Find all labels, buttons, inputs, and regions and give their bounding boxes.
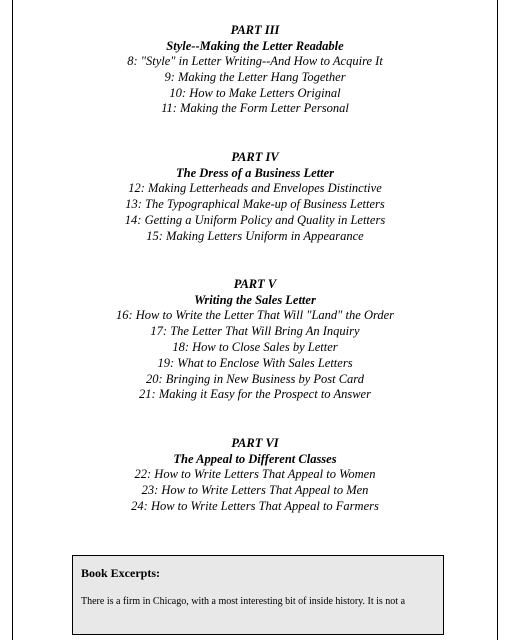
part-subtitle: Writing the Sales Letter — [194, 293, 316, 308]
chapter-entry: 21: Making it Easy for the Prospect to Answer — [139, 387, 371, 402]
part-title: PART V — [233, 277, 277, 292]
part-title: PART IV — [231, 150, 279, 165]
chapter-entry: 18: How to Close Sales by Letter — [172, 339, 338, 354]
part-section — [13, 22, 497, 117]
part-section — [13, 149, 497, 244]
chapter-entry: 17: The Letter That Will Bring An Inquiry — [150, 324, 360, 339]
chapter-entry: 15: Making Letters Uniform in Appearance — [146, 228, 364, 243]
chapter-entry: 12: Making Letterheads and Envelopes Distinctive — [128, 181, 382, 196]
excerpts-title: Book Excerpts: — [81, 566, 160, 580]
chapter-entry: 22: How to Write Letters That Appeal to Women — [134, 467, 376, 482]
part-section — [13, 435, 497, 514]
chapter-entry: 10: How to Make Letters Original — [169, 85, 341, 100]
chapter-entry: 16: How to Write the Letter That Will "Land" the Order — [115, 308, 395, 323]
chapter-entry: 13: The Typographical Make-up of Business Letters — [125, 196, 385, 211]
part-title: PART III — [230, 23, 280, 37]
book-excerpts-box — [72, 555, 444, 635]
table-of-contents — [13, 22, 497, 547]
part-subtitle: The Dress of a Business Letter — [176, 166, 334, 181]
part-title: PART VI — [231, 436, 279, 451]
chapter-entry: 11: Making the Form Letter Personal — [161, 101, 349, 116]
part-section — [13, 276, 497, 403]
chapter-entry: 19: What to Enclose With Sales Letters — [157, 355, 353, 370]
chapter-entry: 24: How to Write Letters That Appeal to Farmers — [131, 498, 379, 513]
chapter-entry: 20: Bringing in New Business by Post Card — [146, 371, 364, 386]
chapter-entry: 14: Getting a Uniform Policy and Quality in Letters — [124, 212, 386, 227]
part-subtitle: The Appeal to Different Classes — [173, 452, 337, 467]
chapter-entry: 9: Making the Letter Hang Together — [164, 69, 346, 84]
part-subtitle: Style--Making the Letter Readable — [166, 39, 344, 53]
chapter-entry: 23: How to Write Letters That Appeal to Men — [141, 482, 369, 497]
chapter-entry: 8: "Style" in Letter Writing--And How to Acquire It — [127, 54, 383, 68]
excerpts-text: There is a firm in Chicago, with a most interesting bit of inside history. It is not a — [81, 596, 406, 607]
